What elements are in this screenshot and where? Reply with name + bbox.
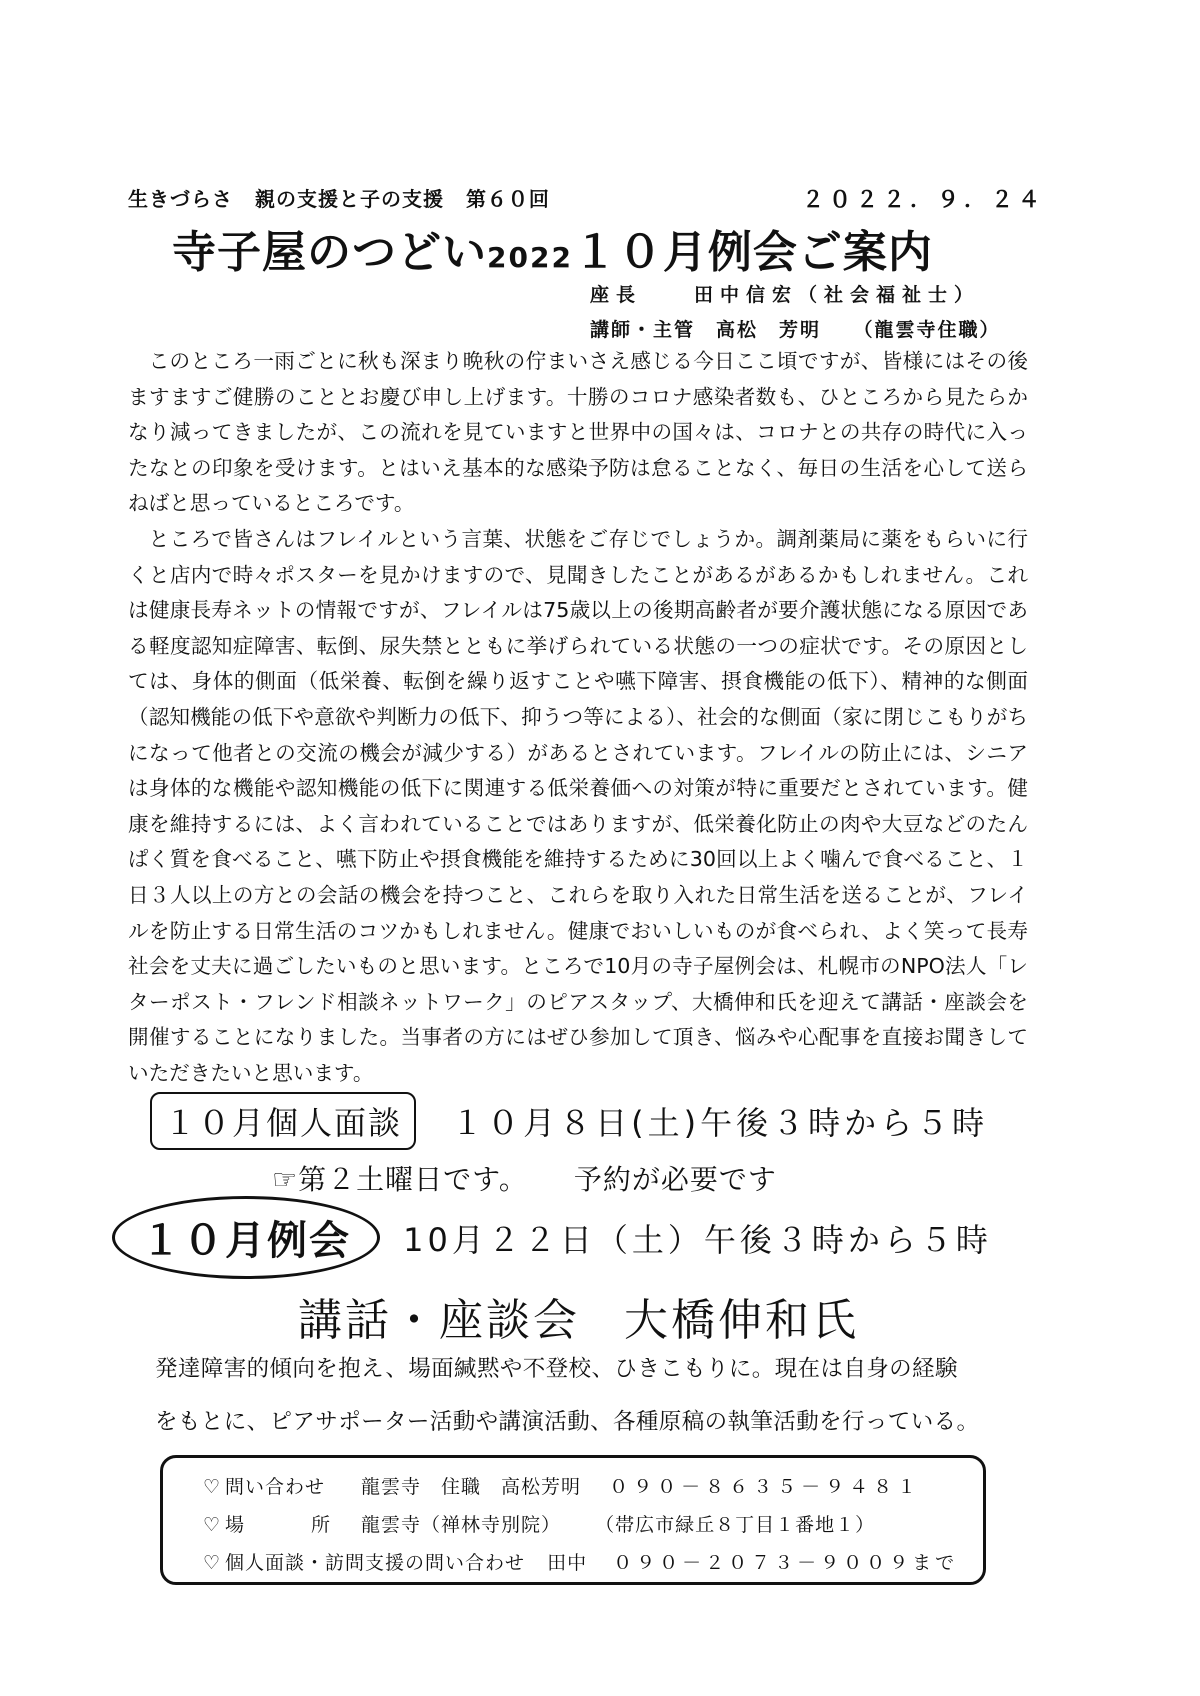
body-text	[128, 344, 1028, 1091]
inquiry-name: 龍雲寺 住職 高松芳明	[361, 1476, 582, 1498]
body-paragraph-1: このところ一雨ごとに秋も深まり晩秋の佇まいさえ感じる今日ここ頃ですが、皆様にはその後ますますご健勝のこととお慶び申し上げます。十勝のコロナ感染者数も、ひところから見たらかなり減ってきましたが、この流れを見ていますと世界中の国々は、コロナとの共存の時代に入ったなとの印象を受けます。とはいえ基本的な感染予防は怠ることなく、毎日の生活を心して送らねばと思っているところです。	[128, 349, 1028, 516]
place-label-a: 場	[225, 1514, 246, 1536]
inquiry-phone: ０９０－８６３５－９４８１	[609, 1476, 922, 1498]
heart-icon: ♡	[203, 1476, 222, 1498]
note-reservation: 予約が必要です	[573, 1163, 777, 1196]
contact-row-interview	[203, 1548, 958, 1575]
interview-inquiry-name: 田中	[547, 1552, 588, 1574]
contact-box	[160, 1455, 986, 1585]
inquiry-label: 問い合わせ	[225, 1476, 326, 1498]
lecturer-line: 講師・主管 高松 芳明 （龍雲寺住職）	[590, 319, 1001, 341]
series-subtitle: 親の支援と子の支援	[254, 187, 444, 211]
place-address: （帯広市緑丘８丁目１番地１）	[595, 1514, 876, 1536]
interview-note	[272, 1158, 777, 1198]
profile-line-1: 発達障害的傾向を抱え、場面緘黙や不登校、ひきこもりに。現在は自身の経験	[155, 1356, 958, 1382]
contact-row-inquiry	[203, 1472, 921, 1499]
chair-line: 座長 田中信宏（社会福祉士）	[590, 284, 981, 306]
talk-title-event: 講話・座談会	[298, 1295, 580, 1346]
interview-row	[150, 1092, 988, 1148]
interview-inquiry-label: 個人面談・訪問支援の問い合わせ	[225, 1552, 526, 1574]
note-saturday: 第２土曜日です。	[298, 1163, 528, 1196]
contact-row-place	[203, 1510, 875, 1537]
talk-title-speaker: 大橋伸和氏	[624, 1295, 859, 1346]
issue-date: ２０２２．９．２４	[802, 188, 1046, 213]
series-name: 生きづらさ	[128, 187, 233, 211]
interview-label-box: １０月個人面談	[150, 1092, 416, 1150]
meeting-label-oval: １０月例会	[112, 1196, 380, 1279]
title-main: 寺子屋のつどい	[172, 227, 487, 278]
talk-title	[298, 1284, 859, 1348]
page-title	[172, 216, 933, 280]
title-year: 2022	[487, 241, 573, 274]
interview-inquiry-phone: ０９０－２０７３－９００９まで	[613, 1552, 959, 1574]
heart-icon: ♡	[203, 1552, 222, 1574]
body-paragraph-2: ところで皆さんはフレイルという言葉、状態をご存じでしょうか。調剤薬局に薬をもらいに行くと店内で時々ポスターを見かけますので、見聞きしたことがあるがあるかもしれません。これは健康長寿ネットの情報ですが、フレイルは75歳以上の後期高齢者が要介護状態になる原因である軽度認知症障害、転倒、尿失禁とともに挙げられている状態の一つの症状です。その原因としては、身体的側面（低栄養、転倒を繰り返すことや嚥下障害、摂食機能の低下）、精神的な側面（認知機能の低下や意欲や判断力の低下、抑うつ等による）、社会的な側面（家に閉じこもりがちになって他者との交流の機会が減少する）があるとされています。フレイルの防止には、シニアは身体的な機能や認知機能の低下に関連する低栄養価への対策が特に重要だとされています。健康を維持するには、よく言われていることではありますが、低栄養化防止の肉や大豆などのたんぱく質を食べること、嚥下防止や摂食機能を維持するために30回以上よく噛んで食べること、１日３人以上の方との会話の機会を持つこと、これらを取り入れた日常生活を送ることが、フレイルを防止する日常生活のコツかもしれません。健康でおいしいものが食べられ、よく笑って長寿社会を丈夫に過ごしたいものと思います。ところで10月の寺子屋例会は、札幌市のNPO法人「レターポスト・フレンド相談ネットワーク」のピアスタップ、大橋伸和氏を迎えて講話・座談会を開催することになりました。当事者の方にはぜひ参加して頂き、悩みや心配事を直接お聞きしていただきたいと思います。	[128, 526, 1028, 1085]
interview-datetime: １０月８日(土)午後３時から５時	[451, 1104, 989, 1142]
heart-icon: ♡	[203, 1514, 222, 1536]
pointing-hand-icon: ☞	[272, 1163, 299, 1196]
title-rest: １０月例会ご案内	[572, 227, 933, 278]
place-name: 龍雲寺（禅林寺別院）	[361, 1514, 562, 1536]
profile-line-2: をもとに、ピアサポーター活動や講演活動、各種原稿の執筆活動を行っている。	[155, 1409, 980, 1435]
issue-number: 第６０回	[465, 187, 550, 211]
speaker-profile	[155, 1343, 1035, 1449]
meeting-datetime: 10月２２日（土）午後３時から５時	[403, 1220, 992, 1259]
place-label-b: 所	[311, 1514, 332, 1536]
meeting-row	[112, 1196, 992, 1272]
series-header	[128, 183, 564, 212]
